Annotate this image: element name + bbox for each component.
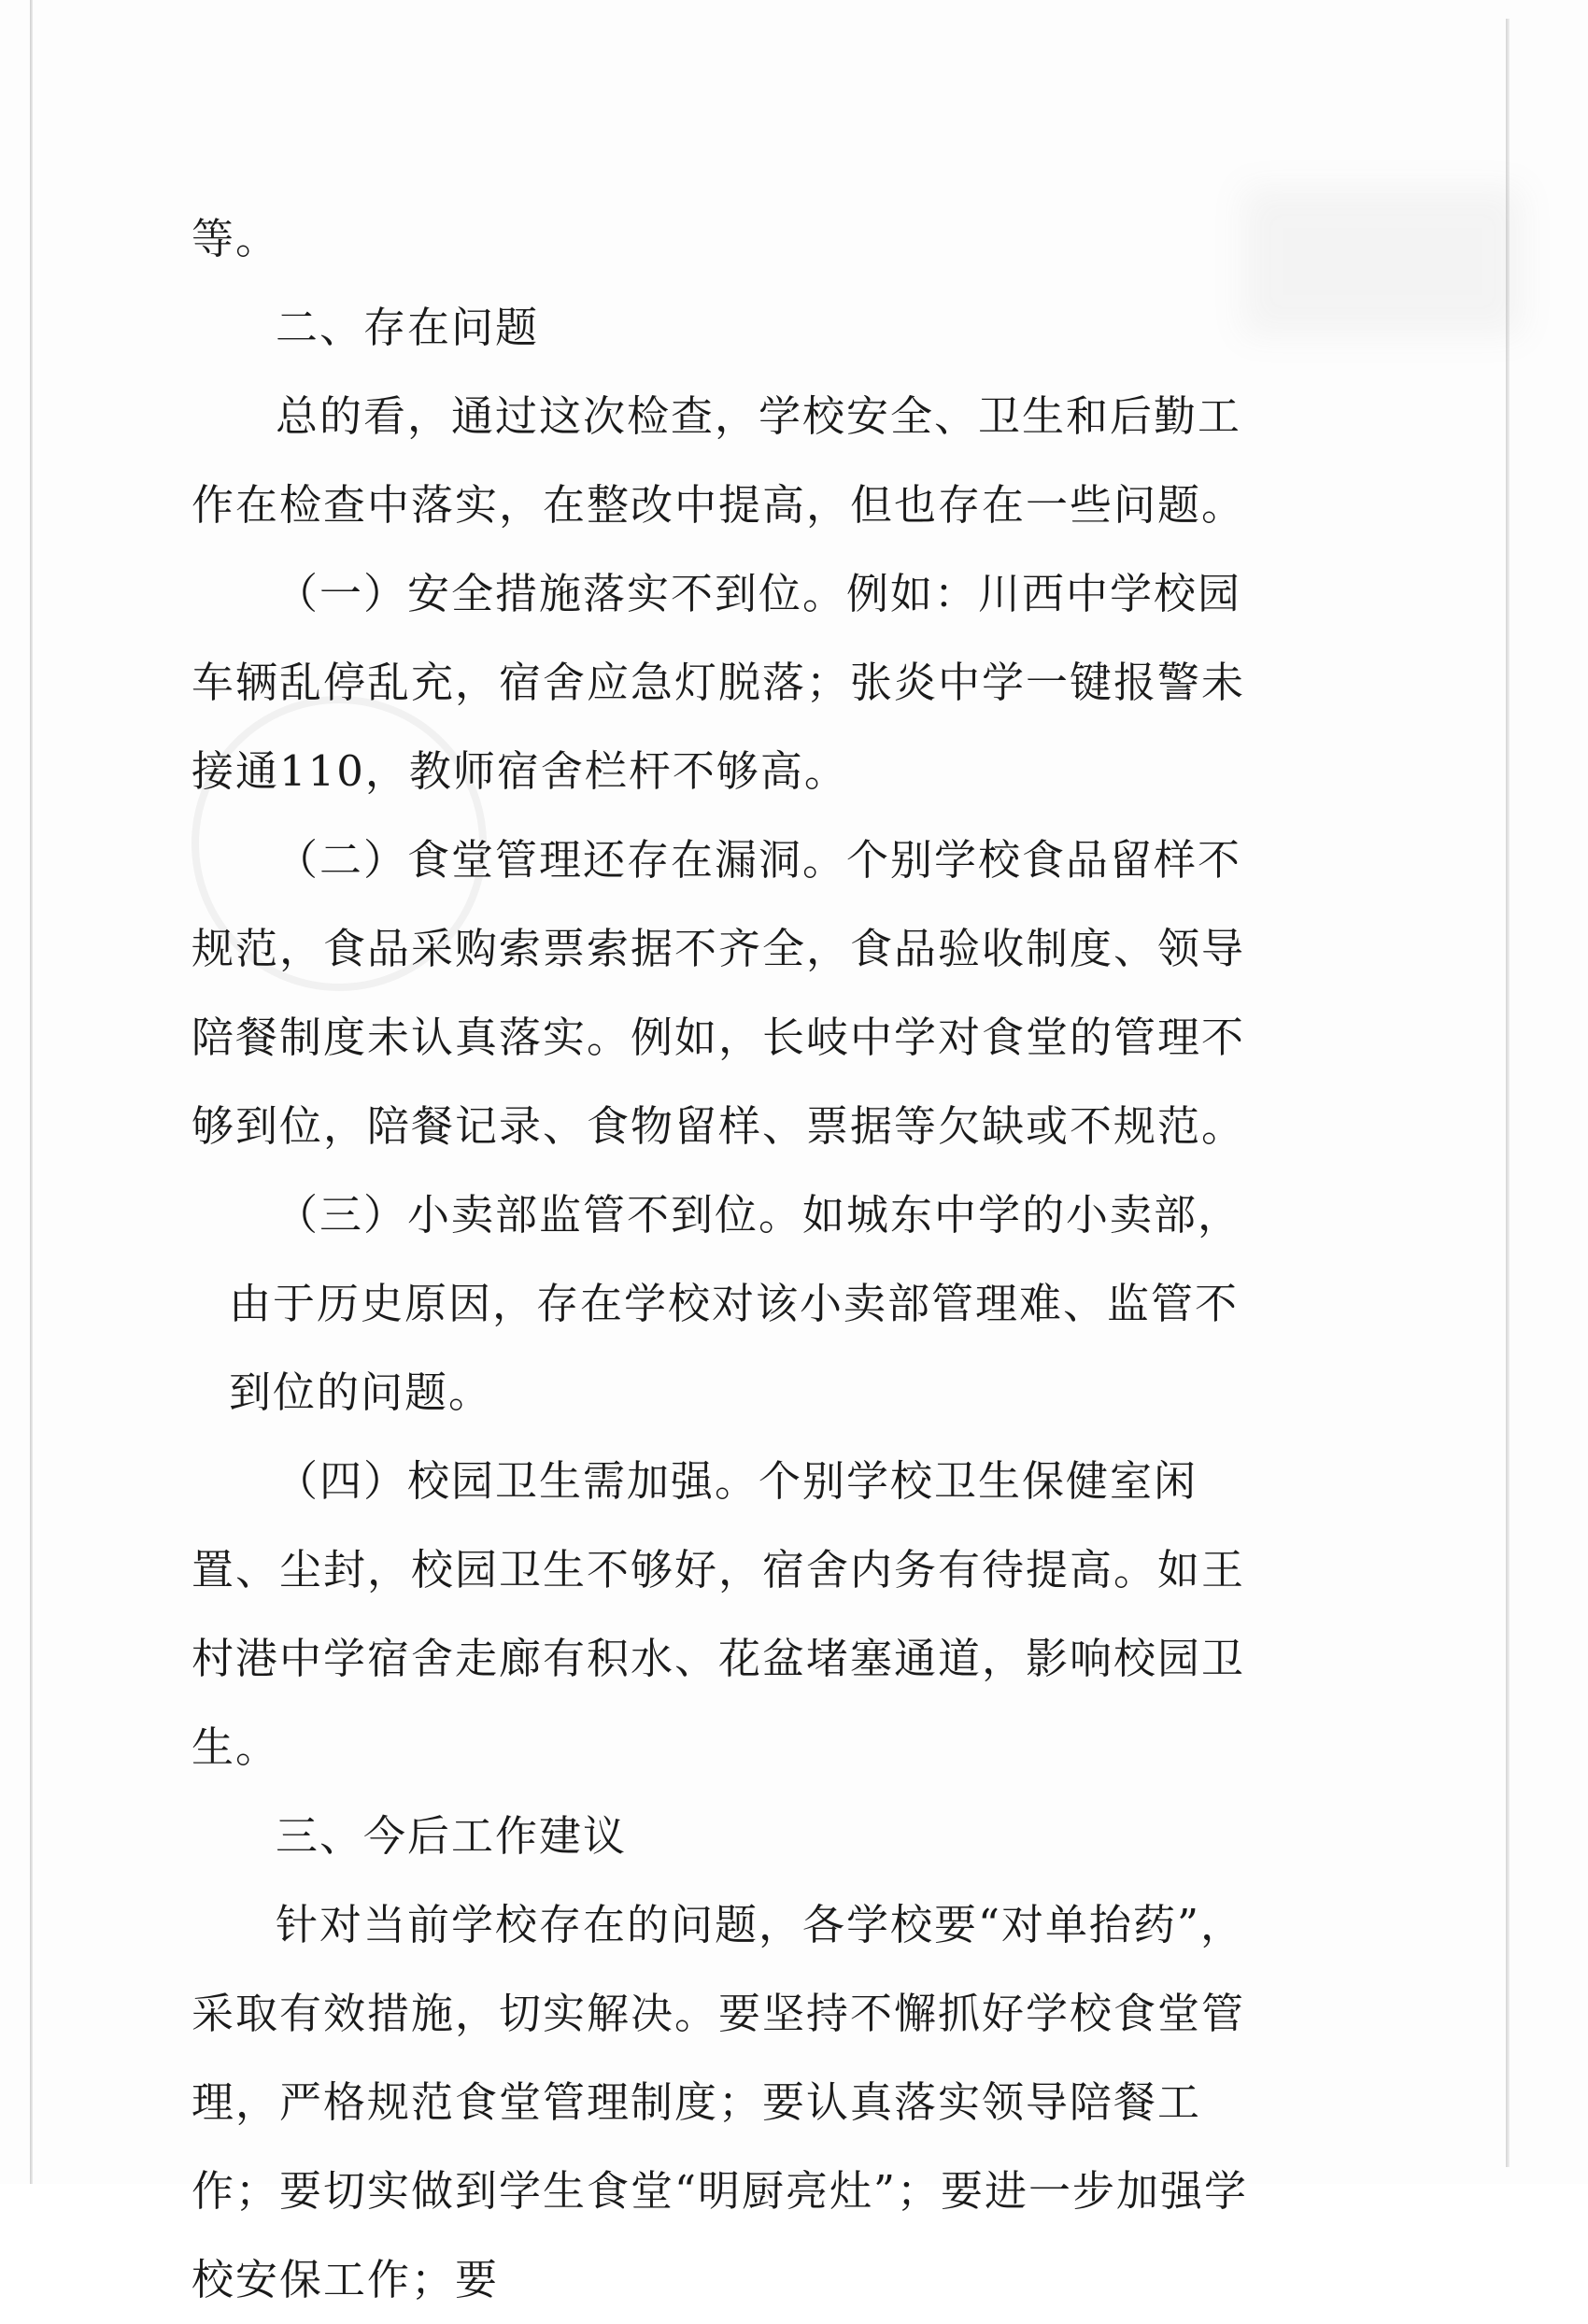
section-heading-suggestions: 三、今后工作建议 [276,1811,628,1861]
paragraph-suggestions: 针对当前学校存在的问题，各学校要“对单抬药”，采取有效措施，切实解决。要坚持不懈抓好学校食堂管理，严格规范食堂管理制度；要认真落实领导陪餐工作；要切实做到学生食堂“明厨亮灶”；要进一步加强学校安保工作；要 [191,1900,1249,2304]
paragraph-closing-fragment: 等。 [191,214,280,263]
paragraph-summary: 总的看，通过这次检查，学校安全、卫生和后勤工作在检查中落实，在整改中提高，但也存在一些问题。 [191,391,1246,530]
paragraph-canteen-management: （二）食堂管理还存在漏洞。个别学校食品留样不规范，食品采购索票索据不齐全，食品验收制度、领导陪餐制度未认真落实。例如，长岐中学对食堂的管理不够到位，陪餐记录、食物留样、票据等欠缺或不规范。 [191,835,1246,1151]
page-right-edge [1506,19,1510,2167]
paragraph-store-supervision: （三）小卖部监管不到位。如城东中学的小卖部，由于历史原因，存在学校对该小卖部管理难、监管不到位的问题。 [229,1190,1242,1417]
show-through-text [1242,187,1523,336]
page-left-edge [30,0,33,2184]
section-heading-problems: 二、存在问题 [276,303,540,352]
paragraph-campus-hygiene: （四）校园卫生需加强。个别学校卫生保健室闲置、尘封，校园卫生不够好，宿舍内务有待提高。如王村港中学宿舍走廊有积水、花盆堵塞通道，影响校园卫生。 [191,1456,1246,1772]
document-body [191,194,1275,2324]
paragraph-safety-measures: （一）安全措施落实不到位。例如：川西中学校园车辆乱停乱充，宿舍应急灯脱落；张炎中学一键报警未接通110，教师宿舍栏杆不够高。 [191,569,1246,796]
